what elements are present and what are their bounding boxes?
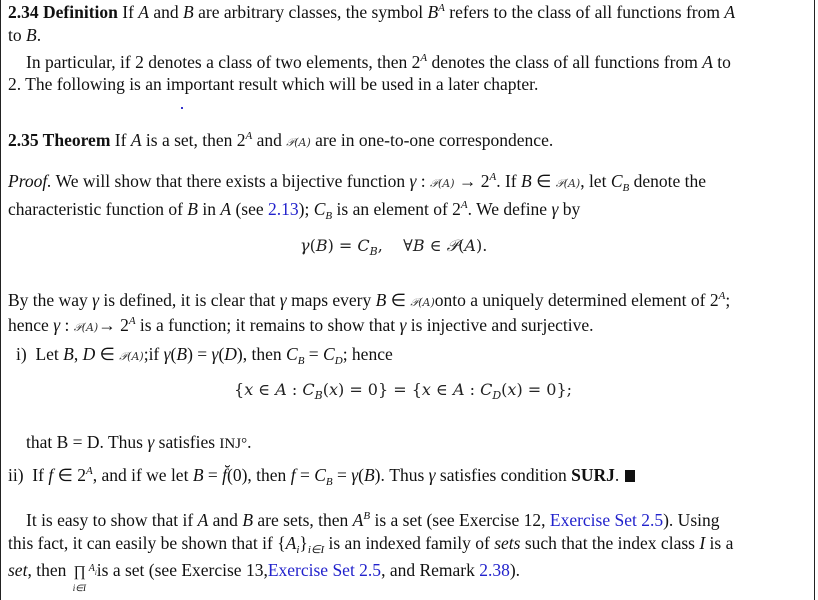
product-symbol: ∏ i∈I <box>72 564 87 593</box>
display-equation-sets: {x ∈ A : $C_B(x) = 0\} = \{x$ ∈ A : $C_D(x) = 0$}; <box>234 380 573 402</box>
closing-line-1: It is easy to show that if A and B are sets, then $A^B$ is a set (see Exercise 12, Exercise Set 2.5). Using <box>26 510 720 530</box>
proof-item-ii: ii) If f ∈ $2^A$, and if we let B = f̆(0), then $f = C_B = \gamma(B)$. Thus γ satisfies condition SURJ. <box>8 464 635 486</box>
proof-label: Proof. <box>8 171 52 191</box>
proof-line-1: Proof. We will show that there exists a bijective function γ : 𝒫(A) → $2^A$. If B ∈ 𝒫(A), let $C_B$ denote the <box>8 171 707 194</box>
closing-line-2: this fact, it can easily be shown that if $\{A_i\}_{i\in I}$ is an indexed family of sets such that the index class I is a <box>8 533 734 556</box>
proof-line-4: hence γ : 𝒫(A)→ $2^A$ is a function; it remains to show that γ is injective and surjective. <box>8 315 594 335</box>
display-equation-gamma: $\gamma(B) = C_B$, ∀B ∈ 𝒫(A). <box>300 236 488 258</box>
proof-item-i: i) Let B, D ∈ 𝒫(A);if γ(B) = γ(D), then $C_B = C_D$; hence <box>16 344 393 367</box>
theorem-statement: 2.35 Theorem If A is a set, then $2^A$ and 𝒫(A) are in one-to-one correspondence. <box>8 130 554 150</box>
definition-line-2: to B. <box>8 25 42 45</box>
proof-item-i-cont: that B = D. Thus γ satisfies INJ°. <box>26 432 252 452</box>
link-exercise-set-2-5-first[interactable]: Exercise Set 2.5 <box>549 510 664 530</box>
definition-label: 2.34 Definition <box>8 2 118 22</box>
stray-dot <box>181 107 183 109</box>
qed-square-icon <box>625 470 635 482</box>
proof-line-2: characteristic function of B in A (see 2.13); $C_B$ is an element of $2^A$. We define γ by <box>8 199 581 222</box>
proof-line-3: By the way γ is defined, it is clear that γ maps every B ∈ 𝒫(A)onto a uniquely determined element of $2^A$; <box>8 290 731 310</box>
link-exercise-set-2-5-second[interactable]: Exercise Set 2.5 <box>267 560 382 580</box>
definition-line-1: 2.34 Definition If A and B are arbitrary classes, the symbol $B^A$ refers to the class of all functions from A <box>8 2 736 22</box>
definition-para2-line-2: 2. The following is an important result which will be used in a later chapter. <box>8 74 539 94</box>
closing-line-3: set, then ∏ i∈I $^{A_i}$is a set (see Exercise 13,Exercise Set 2.5, and Remark 2.38). <box>8 560 521 593</box>
link-remark-2-38[interactable]: 2.38 <box>479 560 510 580</box>
theorem-label: 2.35 Theorem <box>8 130 111 150</box>
link-2-13[interactable]: 2.13 <box>268 199 299 219</box>
definition-para2-line-1: In particular, if 2 denotes a class of two elements, then $2^A$ denotes the class of all functions from A to <box>26 52 731 72</box>
